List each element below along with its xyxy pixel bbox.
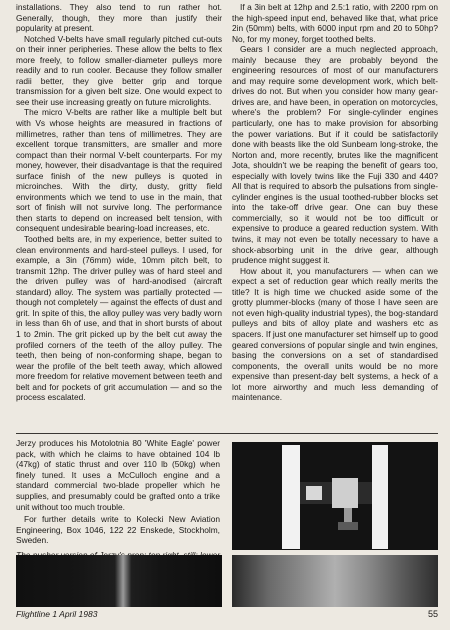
photo-prop-starting (16, 555, 222, 607)
photo-prop-still (232, 442, 438, 550)
paragraph: installations. They also tend to run rather hot. Generally, though, they more than justify their popularity at present. (16, 2, 222, 34)
publication-footer: Flightline 1 April 1983 (16, 609, 98, 619)
photo-caption (16, 438, 220, 573)
paragraph: Notched V-belts have small regularly pitched cut-outs on their inner peripheries. These allow the belts to flex more freely, to follow smaller-diameter pulleys more readily and to run cooler. Because they follow smaller radii better, they give better grip and torque transmission for a given belt size. One would expect to see their use increasing greatly on future microlights. (16, 33, 222, 107)
paragraph: If a 3in belt at 12hp and 2.5:1 ratio, with 2200 rpm on the high-speed input end, behaved like that, what price 2in (50mm) belts, with 6000 input rpm and 20 to 50hp? No, for my money, forget toothed belts. (232, 2, 438, 44)
paragraph: How about it, you manufacturers — when can we expect a set of reduction gear which really merits the title? It is high time we chucked aside some of the grotty plummer-blocks (many of those I have seen are not even high-quality industrial types), the bog-standard pulleys and bits of alloy plate and washers etc as spacers. If just one manufacturer set himself up to good geared conversions of popular single and twin engines, basing the conversions on a set of standardised components, the overall units would be no more expensive than present-day belt systems, a heck of a lot more airworthy and much less demanding of maintenance. (232, 265, 438, 403)
caption-paragraph: Jerzy produces his Motolotnia 80 'White Eagle' power pack, with which he claims to have obtained 104 lb (47kg) of static thrust and over 110 lb (50kg) when finely tuned. It uses a McCulloch engine and a standard commercial two-blade propeller which he supplies, and presumably could be grafted onto a trike unit without too much trouble. (16, 438, 220, 512)
photo-prop-rotating (232, 555, 438, 607)
paragraph: Gears I consider are a much neglected approach, mainly because they are probably beyond the engineering resources of most of our manufacturers and may require some development work, which belt-drives do not. But when you consider how many gear-drives are, and have been, in operation on motorcycles, where's the problem? For single-cylinder engines particularly, one has to make provision for absorbing the power variations. But if it could be satisfactorily done with beasts like the old Sunbeam long-stroke, the Norton and, more recently, brutes like the magnificent Jota, shouldn't we be reaping the benefit of gears too, especially with lovely twins like the Fuji 330 and 440? All that is required to absorb the pulsations from single-cylinder engines is the usual toothed-rubber blocks set into the take-off drive gear. One can buy these commercially, so it would not be too difficult or expensive to produce a geared reduction system. With twins, it may not even be totally necessary to have a shock-absorbing unit in the drive gear, although prudence might suggest it. (232, 44, 438, 266)
prop-still-image (232, 442, 438, 550)
page-number: 55 (427, 609, 438, 619)
paragraph: Toothed belts are, in my experience, better suited to clean environments and hard-steel pulleys. I used, for example, a 3in (76mm) wide, 10mm pitch belt, to transmit 12hp. The driver pulley was of hard steel and the driven pulley was of hard-anodised (aircraft standard) alloy. The system was partially protected — though not completely — against the effects of dust and grit. In spite of this, the alloy pulley was very badly worn in less than 6h of use, and that in short bursts of about 1 to 2min. The grit picked up by the belt cut away the profiled corners of the teeth of the alloy pulley. The teeth, then being of non-conforming shape, began to wear the profile of the belt teeth away, which allowed more freedom for relative movement between teeth and belt and for pockets of grit accumulation — and so the process escalated. (16, 234, 222, 403)
caption-paragraph: For further details write to Kolecki New Aviation Engineering, Box 1046, 122 22 Enskede, Stockholm, Sweden. (16, 514, 220, 546)
paragraph: The micro V-belts are rather like a multiple belt but with Vs whose heights are measured in fractions of millimetres, rather than tens of millimetres. They are excellent torque transmitters, are smaller and more compact than their normal V-belt counterparts. For my money, however, their disadvantage is that the required surface finish of the new pulleys is quoted in microinches. With the dirty, dusty, gritty field environments which we tend to use in the main, that sort of finish will not survive long. The performance then starts to depend on increased belt tension, with consequent undesirable bearing-load increases, etc. (16, 107, 222, 234)
left-text-column (16, 2, 222, 403)
section-divider (16, 433, 438, 434)
right-text-column (232, 2, 438, 403)
